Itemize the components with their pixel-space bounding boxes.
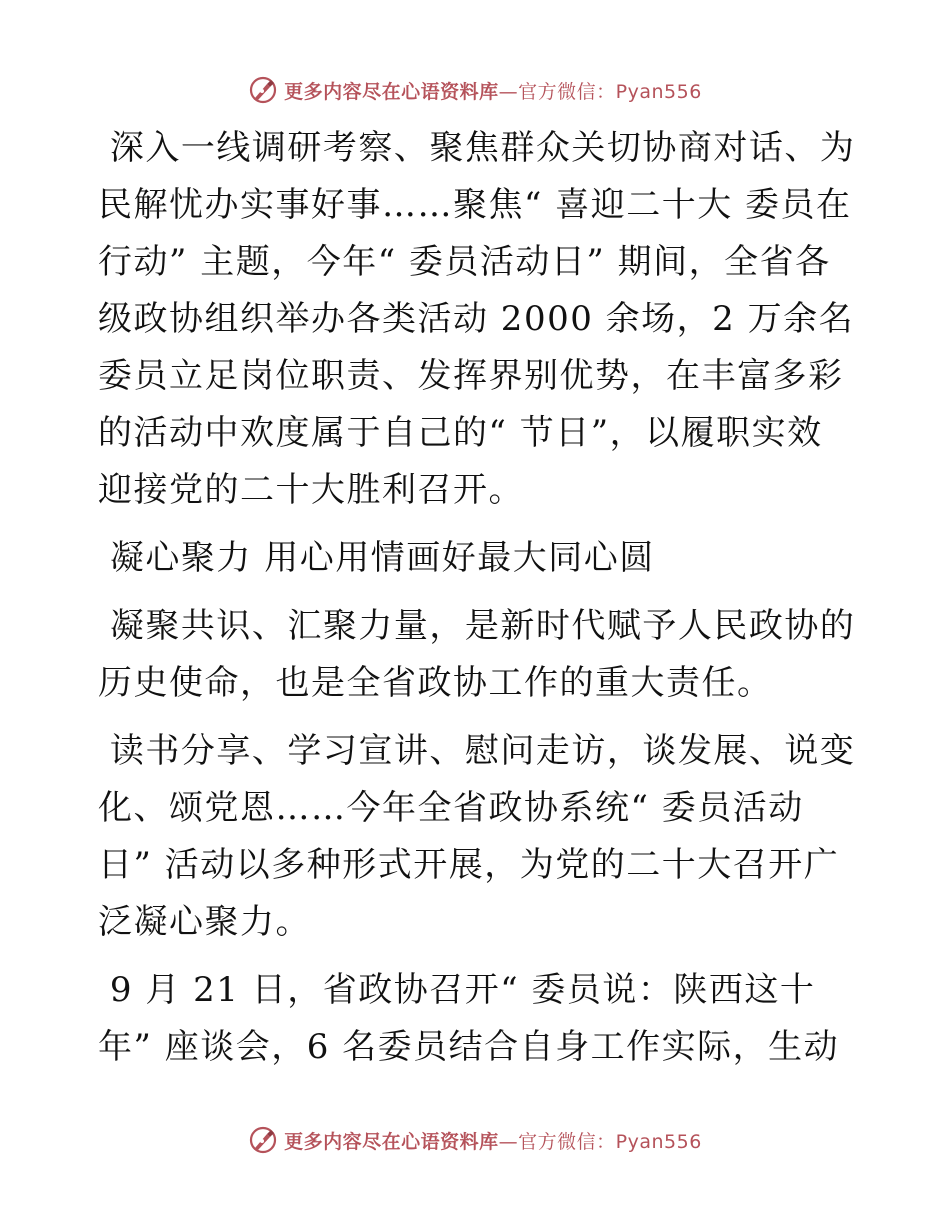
pen-circle-logo-icon bbox=[248, 75, 278, 105]
paragraph: 读书分享、学习宣讲、慰问走访，谈发展、说变化、颂党恩……今年全省政协系统“ 委员活动日” 活动以多种形式开展，为党的二十大召开广泛凝心聚力。 bbox=[98, 731, 856, 942]
paragraph: 9 月 21 日，省政协召开“ 委员说：陕西这十年” 座谈会，6 名委员结合自身工作实际，生动 bbox=[98, 970, 840, 1067]
watermark-header bbox=[0, 70, 950, 110]
paragraph: 凝聚共识、汇聚力量，是新时代赋予人民政协的历史使命，也是全省政协工作的重大责任。 bbox=[98, 606, 856, 703]
watermark-text: 更多内容尽在心语资料库—官方微信：Pyan556 bbox=[284, 1130, 702, 1153]
section-heading: 凝心聚力 用心用情画好最大同心圆 bbox=[109, 538, 655, 578]
pen-circle-logo-icon bbox=[248, 1125, 278, 1155]
watermark-footer bbox=[0, 1120, 950, 1160]
watermark-text: 更多内容尽在心语资料库—官方微信：Pyan556 bbox=[284, 80, 702, 103]
paragraph: 深入一线调研考察、聚焦群众关切协商对话、为民解忧办实事好事……聚焦“ 喜迎二十大 委员在行动” 主题，今年“ 委员活动日” 期间，全省各级政协组织举办各类活动 2000 余场，2 万余名委员立足岗位职责、发挥界别优势，在丰富多彩的活动中欢度属于自己的“ 节日”，以履职实效迎接党的二十大胜利召开。 bbox=[98, 128, 856, 510]
document-body bbox=[98, 120, 858, 1087]
